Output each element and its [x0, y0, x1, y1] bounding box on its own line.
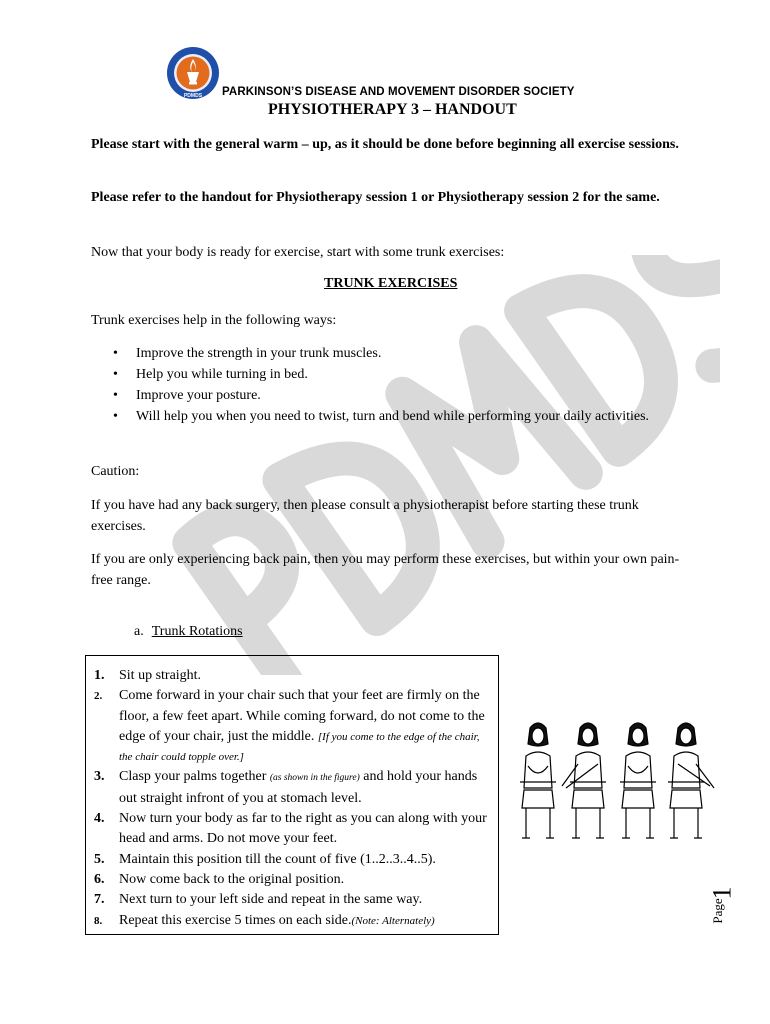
step-text: and hold your hands out straight infront of you at stomach level.: [119, 769, 478, 806]
step-text: Now come back to the original position.: [119, 871, 345, 887]
steps-box: [85, 655, 499, 935]
benefits-list: [111, 343, 671, 427]
list-item: • Improve the strength in your trunk muscles.: [111, 343, 671, 364]
step-note: (Note: Alternately): [351, 914, 435, 927]
step-item: [94, 890, 490, 910]
figure-person-2: [562, 723, 606, 838]
step-text: Next turn to your left side and repeat in the same way.: [119, 892, 423, 908]
step-number: 4.: [94, 811, 105, 827]
list-item: • Help you while turning in bed.: [111, 364, 671, 385]
page-label: Page: [710, 898, 725, 924]
page-number: 1: [707, 886, 737, 900]
step-text: Maintain this position till the count of five (1..2..3..4..5).: [119, 851, 436, 867]
exercise-name: Trunk Rotations: [151, 624, 243, 639]
figure-person-4: [668, 723, 714, 838]
caution-paragraph-2: If you are only experiencing back pain, then you may perform these exercises, but within your own pain-free range.: [91, 552, 680, 588]
intro-paragraph-3: Now that your body is ready for exercise, start with some trunk exercises:: [91, 245, 505, 260]
step-number: 3.: [94, 769, 105, 785]
step-number: 7.: [94, 892, 105, 908]
step-item: [94, 870, 490, 890]
step-text: Now turn your body as far to the right as you can along with your head and arms. Do not move your feet.: [119, 811, 487, 847]
caution-label: Caution:: [91, 464, 140, 479]
figure-person-1: [520, 723, 556, 838]
section-title: TRUNK EXERCISES: [324, 276, 458, 291]
steps-list: [94, 666, 490, 931]
benefits-intro: Trunk exercises help in the following ways:: [91, 313, 337, 328]
step-text: Come forward in your chair such that your feet are firmly on the floor, a few feet apart. While coming forward, do not come to the edge of your chair, just the middle.: [119, 688, 485, 744]
org-name: PARKINSON’S DISEASE AND MOVEMENT DISORDER SOCIETY: [222, 86, 575, 98]
exercise-letter: a.: [134, 624, 144, 639]
exercise-heading: [134, 624, 243, 640]
step-item: [94, 767, 490, 809]
figure-person-3: [620, 723, 656, 838]
intro-paragraph-2: Please refer to the handout for Physiotherapy session 1 or Physiotherapy session 2 for the same.: [91, 190, 660, 205]
step-item: [94, 911, 490, 931]
list-item: • Improve your posture.: [111, 385, 671, 406]
trunk-rotation-figure: [518, 718, 718, 844]
step-item: [94, 686, 490, 767]
step-number: 8.: [94, 914, 103, 927]
step-item: [94, 666, 490, 686]
step-number: 1.: [94, 668, 105, 683]
step-text: Sit up straight.: [119, 668, 202, 683]
list-item: • Will help you when you need to twist, turn and bend while performing your daily activities.: [111, 406, 671, 427]
page-title: PHYSIOTHERAPY 3 – HANDOUT: [268, 101, 517, 118]
step-item: [94, 809, 490, 850]
step-text: Clasp your palms together: [119, 769, 267, 785]
step-note: [If you come to the edge of the chair, the chair could topple over.]: [119, 730, 480, 764]
step-number: 5.: [94, 851, 105, 867]
intro-paragraph-1: Please start with the general warm – up, as it should be done before beginning all exercise sessions.: [91, 137, 679, 152]
step-number: 6.: [94, 871, 105, 887]
pdmds-logo: [165, 45, 221, 101]
logo-text: PDMDS: [183, 93, 203, 99]
step-text: Repeat this exercise 5 times on each side.: [119, 912, 352, 928]
step-number: 2.: [94, 690, 103, 703]
step-item: [94, 850, 490, 870]
step-note: (as shown in the figure): [269, 773, 360, 784]
caution-paragraph-1: If you have had any back surgery, then please consult a physiotherapist before starting these trunk exercises.: [91, 498, 639, 534]
